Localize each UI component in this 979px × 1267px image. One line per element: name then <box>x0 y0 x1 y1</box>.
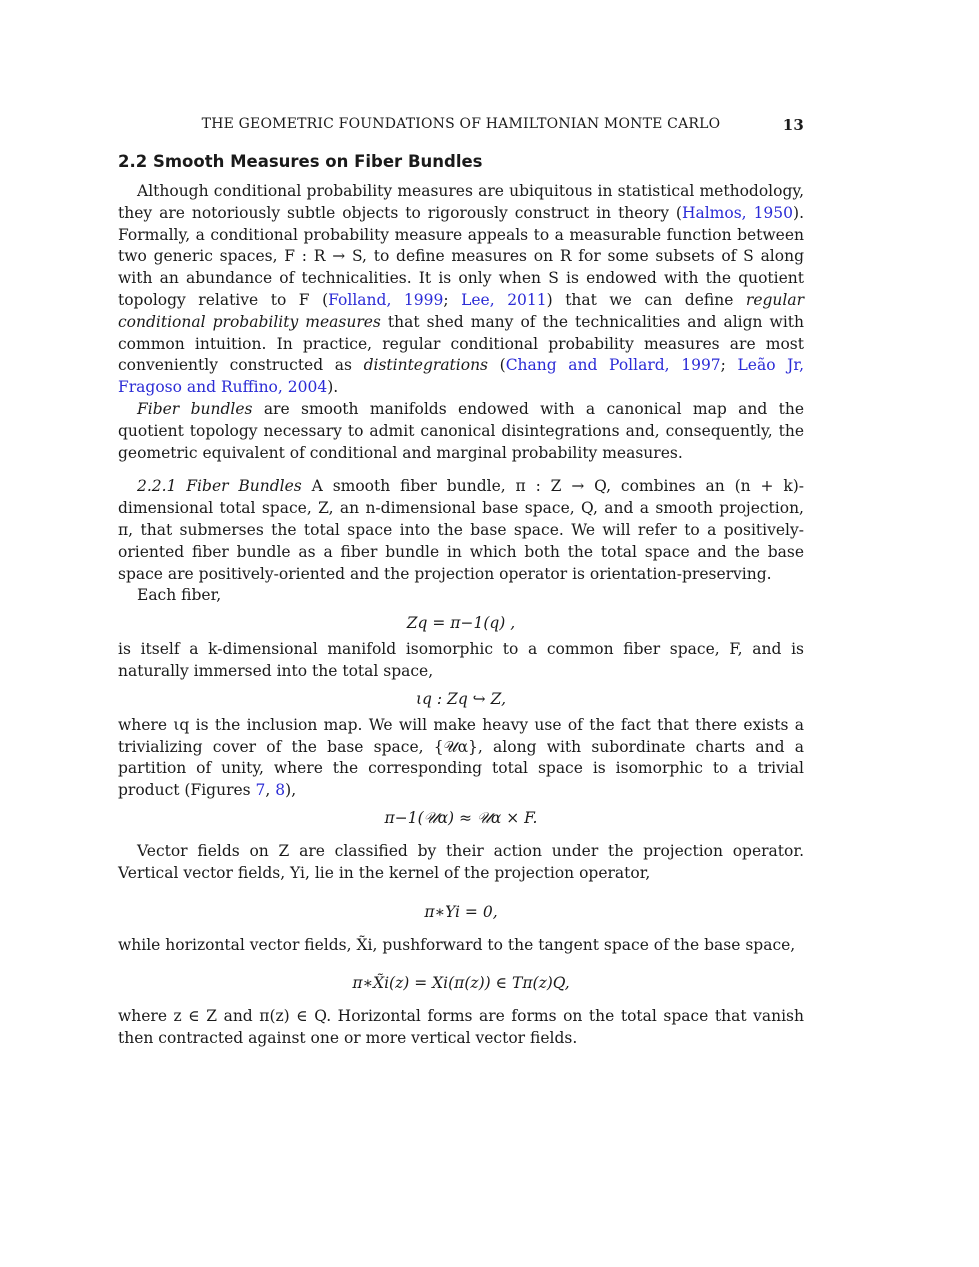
equation-trivial-product: π−1(𝒰α) ≈ 𝒰α × F. <box>384 808 538 827</box>
subsection-heading: 2.2.1 Fiber Bundles <box>137 477 302 496</box>
citation-author: Folland <box>328 290 387 309</box>
text: ), <box>285 781 297 800</box>
citation-lee[interactable]: Lee, 2011 <box>461 290 547 309</box>
paragraph-trivializing-cover: where ιq is the inclusion map. We will make heavy use of the fact that there exists a trivializing cover of the base space, {𝒰α}, along with subordinate charts and a partition of unity, where the corresponding total space is isomorphic to a trivial product (Figures 7, 8), <box>118 715 804 800</box>
text: Vector fields on Z are classified by their action under the projection operator. Vertical vector fields, Yi, lie in the kernel of the projection operator, <box>118 841 804 882</box>
citation-year: 2004 <box>287 378 328 397</box>
equation-pushforward: π∗X̃i(z) = Xi(π(z)) ∈ Tπ(z)Q, <box>352 974 570 993</box>
emphasis: distintegrations <box>363 356 489 375</box>
paragraph-horizontal-fields <box>118 935 804 957</box>
text: while horizontal vector fields, X̃i, pushforward to the tangent space of the base space, <box>118 935 796 954</box>
text: ). Formally, a conditional probability measure appeals to a measurable function between two generic spaces, F : R → S, to define measures on R for some subsets of S along with an abundance of technicalities. It is only when S is endowed with the quotient topology relative to F ( <box>118 203 804 309</box>
text: Each fiber, <box>137 586 222 605</box>
figure-ref-7[interactable]: 7 <box>255 781 266 800</box>
paragraph-k-dimensional <box>118 639 804 683</box>
emphasis: Fiber bundles <box>137 399 253 418</box>
text: Although conditional probability measures are ubiquitous in statistical methodology, they are notoriously subtle objects to rigorously construct in theory ( <box>118 182 804 222</box>
running-head <box>118 112 804 136</box>
citation-author: Leão Jr, Fragoso and Ruffino <box>118 356 805 397</box>
section-heading: 2.2 Smooth Measures on Fiber Bundles <box>118 152 483 171</box>
figure-ref-8[interactable]: 8 <box>275 781 286 800</box>
text: where z ∈ Z and π(z) ∈ Q. Horizontal forms are forms on the total space that vanish then contracted against one or more vertical vector fields. <box>118 1007 804 1048</box>
paragraph-conditional-measures: Although conditional probability measures are ubiquitous in statistical methodology, they are notoriously subtle objects to rigorously construct in theory (Halmos, 1950). Formally, a conditional probability measure appeals to a measurable function between two generic spaces, F : R → S, to define measures on R for some subsets of S along with an abundance of technicalities. It is only when S is endowed with the quotient topology relative to F (Folland, 1999; Lee, 2011) that we can define regular conditional probability measures that shed many of the technicalities and align with common intuition. In practice, regular conditional probability measures are most conveniently constructed as distintegrations (Chang and Pollard, 1997; Leão Jr, Fragoso and Ruffino, 2004). <box>118 182 805 397</box>
text: where ιq is the inclusion map. We will make heavy use of the fact that there exists a trivializing cover of the base space, {𝒰α}, along with subordinate charts and a partition of unity, where the corresponding total space is isomorphic to a trivial product (Figures <box>118 715 804 800</box>
page-number: 13 <box>782 116 804 134</box>
citation-halmos[interactable]: Halmos, 1950 <box>681 203 794 222</box>
citation-author: Halmos <box>681 203 742 222</box>
citation-year: 1999 <box>403 290 444 309</box>
citation-author: Lee <box>461 290 490 309</box>
citation-folland[interactable]: Folland, 1999 <box>328 290 444 309</box>
citation-year: 1997 <box>681 356 721 375</box>
text: is itself a k-dimensional manifold isomorphic to a common fiber space, F, and is naturally immersed into the total space, <box>118 640 804 680</box>
equation-inclusion: ιq : Zq ↪ Z, <box>415 689 507 708</box>
paragraph-vector-fields <box>118 841 804 885</box>
paragraph-each-fiber <box>118 585 804 607</box>
text: ) that we can define <box>546 290 746 309</box>
paragraph-fiber-bundles-intro <box>118 399 804 464</box>
paragraph-subsection-fiber-bundles <box>118 476 804 585</box>
text: that shed many of the technicalities and align with common intuition. In practice, regular conditional probability measures are most conveniently constructed as <box>118 312 804 375</box>
text: ). <box>327 378 339 397</box>
citation-year: 2011 <box>507 290 547 309</box>
emphasis: regular conditional probability measures <box>118 290 805 331</box>
equation-vertical: π∗Yi = 0, <box>424 902 498 921</box>
text: ( <box>488 356 506 375</box>
text: are smooth manifolds endowed with a canonical map and the quotient topology necessary to admit canonical disintegrations and, consequently, the geometric equivalent of conditional and marginal probability measures. <box>118 399 804 462</box>
citation-leao[interactable]: Leão Jr, Fragoso and Ruffino, 2004 <box>118 356 805 397</box>
equation-fiber: Zq = π−1(q) , <box>406 614 516 633</box>
text: A smooth fiber bundle, π : Z → Q, combines an (n + k)-dimensional total space, Z, an n-dimensional base space, Q, and a smooth projection, π, that submerses the total space into the base space. We will refer to a positively-oriented fiber bundle as a fiber bundle in which both the total space and the base space are positively-oriented and the projection operator is orientation-preserving. <box>118 477 804 583</box>
citation-year: 1950 <box>753 203 794 222</box>
paragraph-horizontal-forms <box>118 1006 804 1050</box>
running-title: THE GEOMETRIC FOUNDATIONS OF HAMILTONIAN MONTE CARLO <box>201 116 721 132</box>
citation-author: Chang and Pollard <box>505 356 665 375</box>
page-body <box>118 112 804 1050</box>
citation-chang-pollard[interactable]: Chang and Pollard, 1997 <box>505 356 721 375</box>
